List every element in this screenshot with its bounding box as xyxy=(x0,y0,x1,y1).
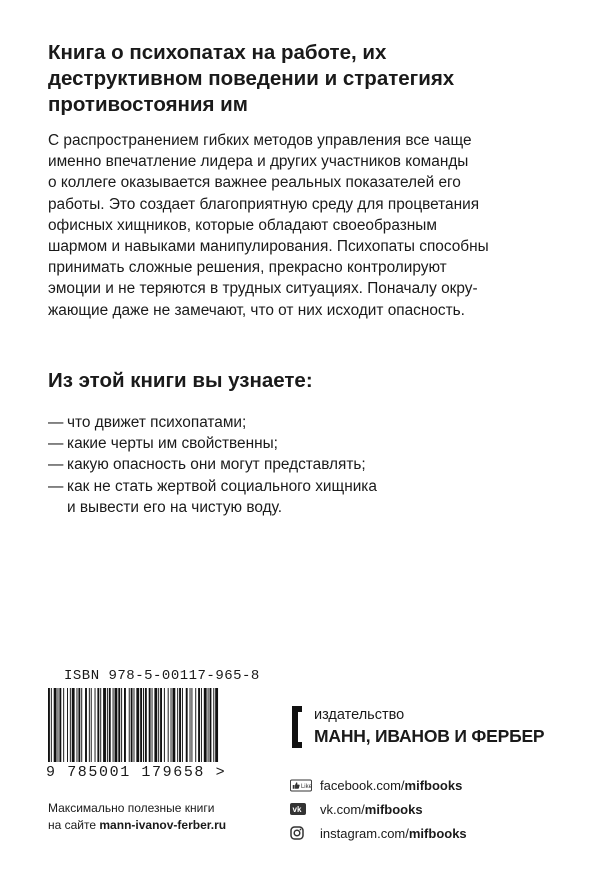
barcode-bar xyxy=(149,688,151,762)
barcode-bar xyxy=(179,688,181,762)
barcode-bar xyxy=(171,688,172,762)
list-item-text: что движет психопатами; xyxy=(67,414,247,431)
barcode-bar xyxy=(204,688,207,762)
social-link-facebook xyxy=(290,773,590,797)
barcode-bar xyxy=(182,688,183,762)
barcode-bar xyxy=(172,688,175,762)
social-url xyxy=(320,778,462,793)
barcode-bar xyxy=(208,688,209,762)
publisher-label: издательство xyxy=(314,707,405,723)
barcode-bar xyxy=(152,688,153,762)
description-line: эмоции и не теряются в трудных ситуациях. Поначалу окру- xyxy=(48,280,478,298)
barcode-bar xyxy=(107,688,108,762)
barcode-bar xyxy=(89,688,90,762)
dash-bullet: — xyxy=(48,435,64,453)
barcode-bar xyxy=(54,688,57,762)
barcode-bar xyxy=(115,688,118,762)
barcode-bar xyxy=(177,688,178,762)
description-line: шармом и навыками манипулирования. Психопаты способны xyxy=(48,238,489,256)
like-badge-text: Like xyxy=(301,783,312,790)
barcode-bar xyxy=(100,688,101,762)
description-line: жающие даже не замечают, что от них исходит опасность. xyxy=(48,301,465,319)
social-prefix: instagram.com/ xyxy=(320,825,409,841)
barcode-bar xyxy=(145,688,147,762)
social-url xyxy=(320,802,423,817)
description-line: именно впечатление лидера и других участников команды xyxy=(48,153,469,171)
list-item-text: какую опасность они могут представлять; xyxy=(67,456,366,474)
barcode-bar xyxy=(164,688,165,762)
barcode-bar xyxy=(48,688,50,762)
barcode-bar xyxy=(72,688,75,762)
social-prefix: vk.com/ xyxy=(320,801,365,817)
dash-bullet: — xyxy=(48,477,64,495)
social-handle: mifbooks xyxy=(364,801,423,817)
barcode-bar xyxy=(154,688,157,762)
description-line: работы. Это создает благоприятную среду для процветания xyxy=(48,195,480,213)
vk-badge-text: vk xyxy=(292,805,302,814)
list-item xyxy=(48,412,568,433)
isbn: ISBN 978-5-00117-965-8 xyxy=(64,668,260,684)
promo-prefix: на сайте xyxy=(48,818,100,832)
description-line: офисных хищников, которые обладают своеобразным xyxy=(48,216,437,234)
barcode-bar xyxy=(113,688,114,762)
barcode-bar xyxy=(186,688,188,762)
barcode-bar xyxy=(213,688,214,762)
list-item-text: как не стать жертвой социального хищника xyxy=(67,477,377,495)
list-item-text: какие черты им свойственны; xyxy=(67,435,278,453)
list-item xyxy=(48,476,568,518)
barcode-bar xyxy=(103,688,106,762)
list-item xyxy=(48,433,568,454)
barcode-bar xyxy=(67,688,68,762)
promo-line xyxy=(48,817,226,834)
description-line: принимать сложные решения, прекрасно контролируют xyxy=(48,259,447,277)
barcode-bar xyxy=(191,688,192,762)
barcode-bar xyxy=(190,688,191,762)
barcode-bar xyxy=(63,688,64,762)
description-line: С распространением гибких методов управления все чаще xyxy=(48,132,472,149)
learn-list xyxy=(48,412,568,518)
title-line: противостояния им xyxy=(48,93,248,116)
facebook-like-icon xyxy=(290,778,312,792)
dash-bullet: — xyxy=(48,456,64,474)
barcode-bar xyxy=(136,688,139,762)
social-link-vk xyxy=(290,797,590,821)
barcode-bar xyxy=(118,688,120,762)
list-item-text: и вывести его на чистую воду. xyxy=(67,498,282,516)
barcode-bar xyxy=(158,688,159,762)
list-item xyxy=(48,454,568,475)
barcode-bar xyxy=(140,688,142,762)
barcode-bar xyxy=(91,688,92,762)
social-handle: mifbooks xyxy=(408,825,467,841)
social-links xyxy=(290,773,590,845)
barcode-bar xyxy=(81,688,82,762)
barcode-bar xyxy=(95,688,96,762)
instagram-icon xyxy=(290,826,312,840)
barcode-bar xyxy=(168,688,169,762)
barcode-bar xyxy=(195,688,196,762)
barcode-bar xyxy=(51,688,52,762)
social-handle: mifbooks xyxy=(404,777,463,793)
barcode-bar xyxy=(131,688,133,762)
barcode-bar xyxy=(160,688,162,762)
barcode xyxy=(46,688,220,762)
barcode-bar xyxy=(78,688,80,762)
publisher-logo-bracket xyxy=(292,706,302,748)
promo-line: Максимально полезные книги xyxy=(48,801,215,815)
publisher-website: mann-ivanov-ferber.ru xyxy=(99,818,227,832)
barcode-bar xyxy=(58,688,59,762)
social-prefix: facebook.com/ xyxy=(320,777,405,793)
barcode-bar xyxy=(77,688,78,762)
barcode-bar xyxy=(134,688,135,762)
barcode-bar xyxy=(124,688,126,762)
barcode-bar xyxy=(85,688,87,762)
title-line: Книга о психопатах на работе, их xyxy=(48,41,387,64)
promo-text xyxy=(48,800,226,834)
barcode-bar xyxy=(109,688,111,762)
learn-heading: Из этой книги вы узнаете: xyxy=(48,369,313,392)
description-line: о коллеге оказывается важнее реальных показателей его xyxy=(48,174,461,192)
barcode-bar xyxy=(70,688,71,762)
book-description xyxy=(48,130,568,321)
barcode-bar xyxy=(210,688,212,762)
barcode-bar xyxy=(143,688,144,762)
barcode-bar xyxy=(198,688,200,762)
publisher-name: МАНН, ИВАНОВ И ФЕРБЕР xyxy=(314,726,545,746)
barcode-bar xyxy=(97,688,99,762)
barcode-bar xyxy=(129,688,130,762)
barcode-number: 9 785001 179658 > xyxy=(46,764,227,781)
barcode-bar xyxy=(201,688,202,762)
barcode-bar xyxy=(215,688,218,762)
barcode-bar xyxy=(121,688,122,762)
book-title xyxy=(48,40,568,118)
social-link-instagram xyxy=(290,821,590,845)
dash-bullet: — xyxy=(48,414,64,431)
social-url xyxy=(320,826,467,841)
title-line: деструктивном поведении и стратегиях xyxy=(48,67,455,90)
vk-icon xyxy=(290,802,312,816)
barcode-bar xyxy=(59,688,61,762)
